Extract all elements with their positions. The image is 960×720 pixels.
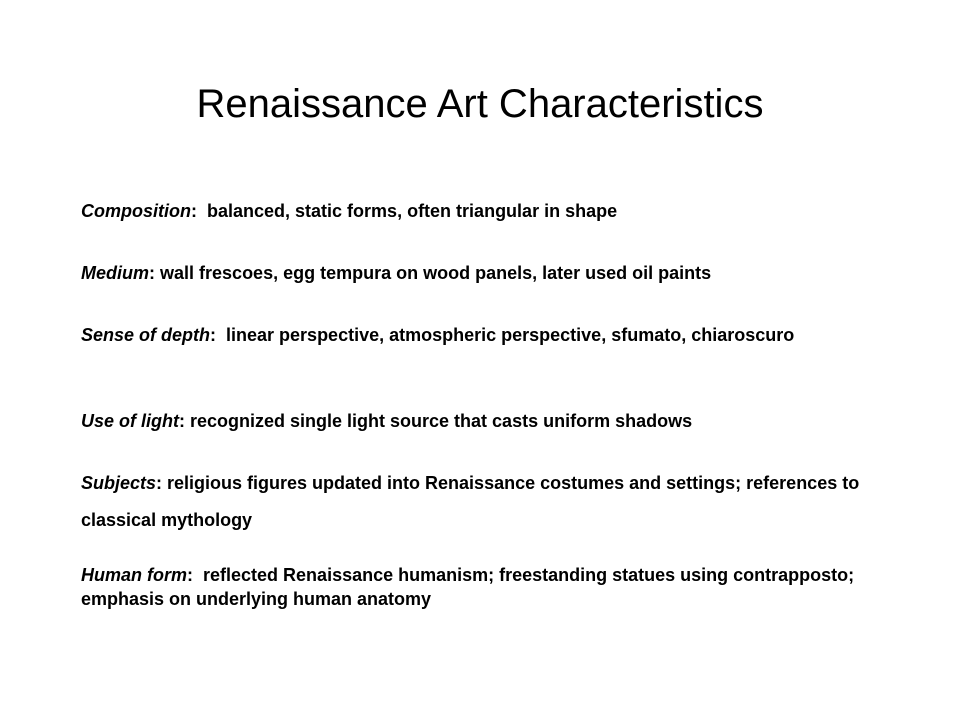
- slide-title: Renaissance Art Characteristics: [196, 82, 764, 126]
- list-item-sense-of-depth: [81, 321, 821, 350]
- item-separator: :: [210, 325, 217, 345]
- item-term: Composition: [81, 201, 191, 221]
- item-separator: :: [149, 263, 156, 283]
- item-separator: :: [179, 411, 185, 431]
- item-separator: :: [191, 201, 197, 221]
- item-term: Medium: [81, 263, 150, 283]
- item-text: wall frescoes, egg tempura on wood panels, later used oil paints: [155, 263, 712, 283]
- list-item-medium: [81, 259, 881, 288]
- item-term: Use of light: [81, 411, 179, 431]
- item-text: religious figures updated into Renaissance costumes and settings; references to classical mythology: [81, 473, 865, 530]
- item-term: Subjects: [81, 473, 157, 493]
- item-term: Sense of depth: [81, 325, 211, 345]
- item-text: reflected Renaissance humanism; freestanding statues using contrapposto; emphasis on underlying human anatomy: [81, 565, 860, 609]
- item-text: recognized single light source that casts uniform shadows: [185, 411, 693, 431]
- list-item-composition: [81, 197, 881, 226]
- item-separator: :: [187, 565, 194, 585]
- item-term: Human form: [81, 565, 188, 585]
- list-item-use-of-light: [81, 407, 881, 436]
- item-text: balanced, static forms, often triangular in shape: [197, 201, 618, 221]
- item-separator: :: [156, 473, 163, 493]
- list-item-human-form: [81, 563, 861, 611]
- list-item-subjects: [81, 465, 881, 539]
- item-text: linear perspective, atmospheric perspective, sfumato, chiaroscuro: [216, 325, 795, 345]
